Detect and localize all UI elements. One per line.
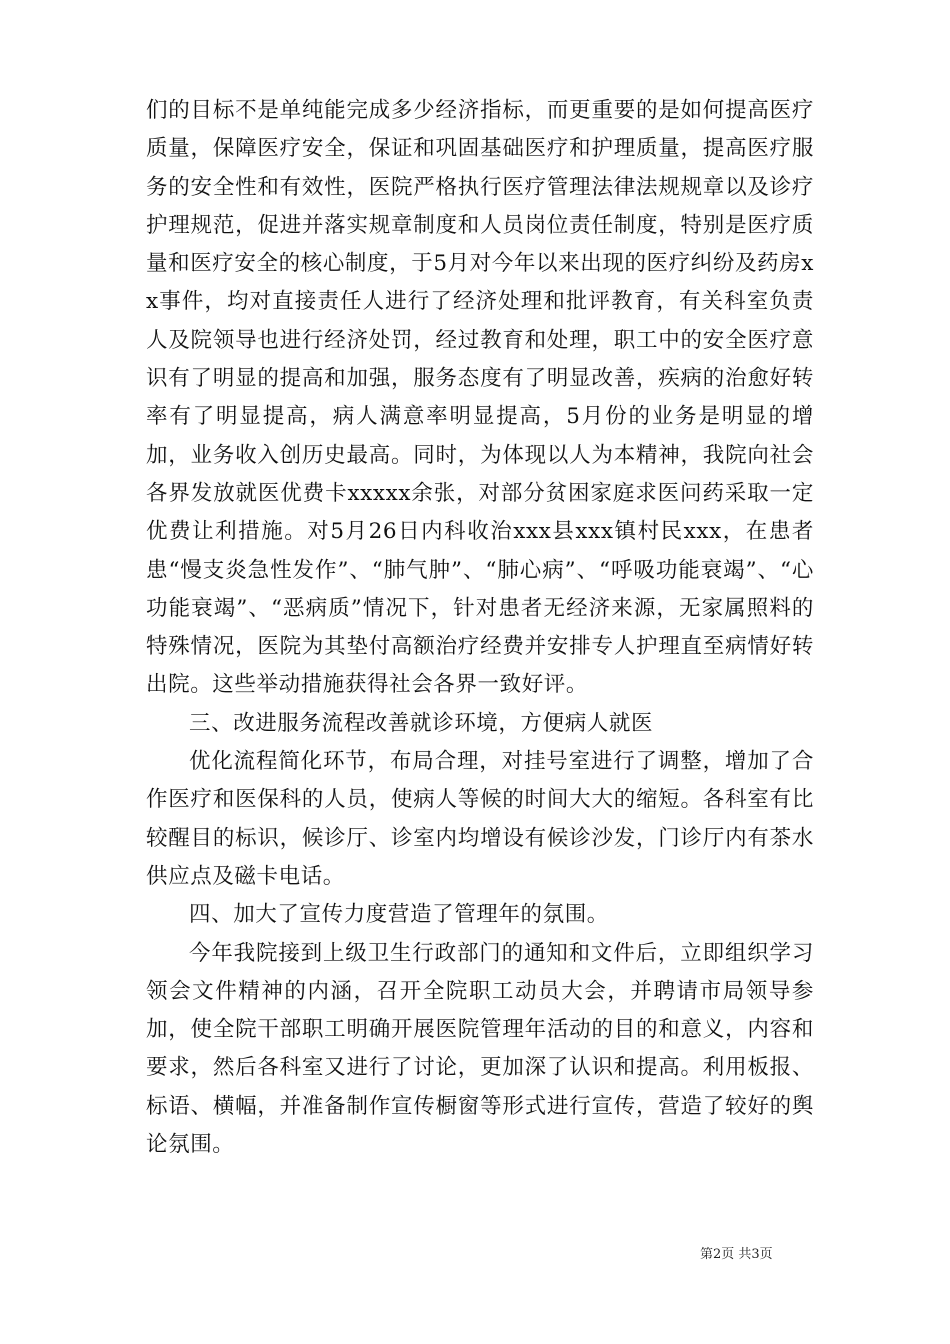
document-body <box>146 92 814 1164</box>
body-paragraph: 今年我院接到上级卫生行政部门的通知和文件后，立即组织学习领会文件精神的内涵，召开全院职工动员大会，并聘请市局领导参加，使全院干部职工明确开展医院管理年活动的目的和意义，内容和要求，然后各科室又进行了讨论，更加深了认识和提高。利用板报、标语、横幅，并准备制作宣传橱窗等形式进行宣传，营造了较好的舆论氛围。 <box>146 940 814 1158</box>
body-paragraph: 优化流程简化环节，布局合理，对挂号室进行了调整，增加了合作医疗和医保科的人员，使病人等候的时间大大的缩短。各科室有比较醒目的标识，候诊厅、诊室内均增设有候诊沙发，门诊厅内有茶水供应点及磁卡电话。 <box>146 749 814 889</box>
body-paragraph: 们的目标不是单纯能完成多少经济指标，而更重要的是如何提高医疗质量，保障医疗安全，保证和巩固基础医疗和护理质量，提高医疗服务的安全性和有效性，医院严格执行医疗管理法律法规规章以及诊疗护理规范，促进并落实规章制度和人员岗位责任制度，特别是医疗质量和医疗安全的核心制度，于5月对今年以来出现的医疗纠纷及药房xx事件，均对直接责任人进行了经济处理和批评教育，有关科室负责人及院领导也进行经济处罚，经过教育和处理，职工中的安全医疗意识有了明显的提高和加强，服务态度有了明显改善，疾病的治愈好转率有了明显提高，病人满意率明显提高，5月份的业务是明显的增加，业务收入创历史最高。同时，为体现以人为本精神，我院向社会各界发放就医优费卡xxxxx余张，对部分贫困家庭求医问药采取一定优费让利措施。对5月26日内科收治xxx县xxx镇村民xxx，在患者患“慢支炎急性发作”、“肺气肿”、“肺心病”、“呼吸功能衰竭”、“心功能衰竭”、“恶病质”情况下，针对患者无经济来源，无家属照料的特殊情况，医院为其垫付高额治疗经费并安排专人护理直至病情好转出院。这些举动措施获得社会各界一致好评。 <box>146 98 814 698</box>
page-number: 第2页 共3页 <box>700 1247 773 1262</box>
section-heading-3: 三、改进服务流程改善就诊环境，方便病人就医 <box>189 710 654 736</box>
section-heading-4: 四、加大了宣传力度营造了管理年的氛围。 <box>189 902 609 928</box>
